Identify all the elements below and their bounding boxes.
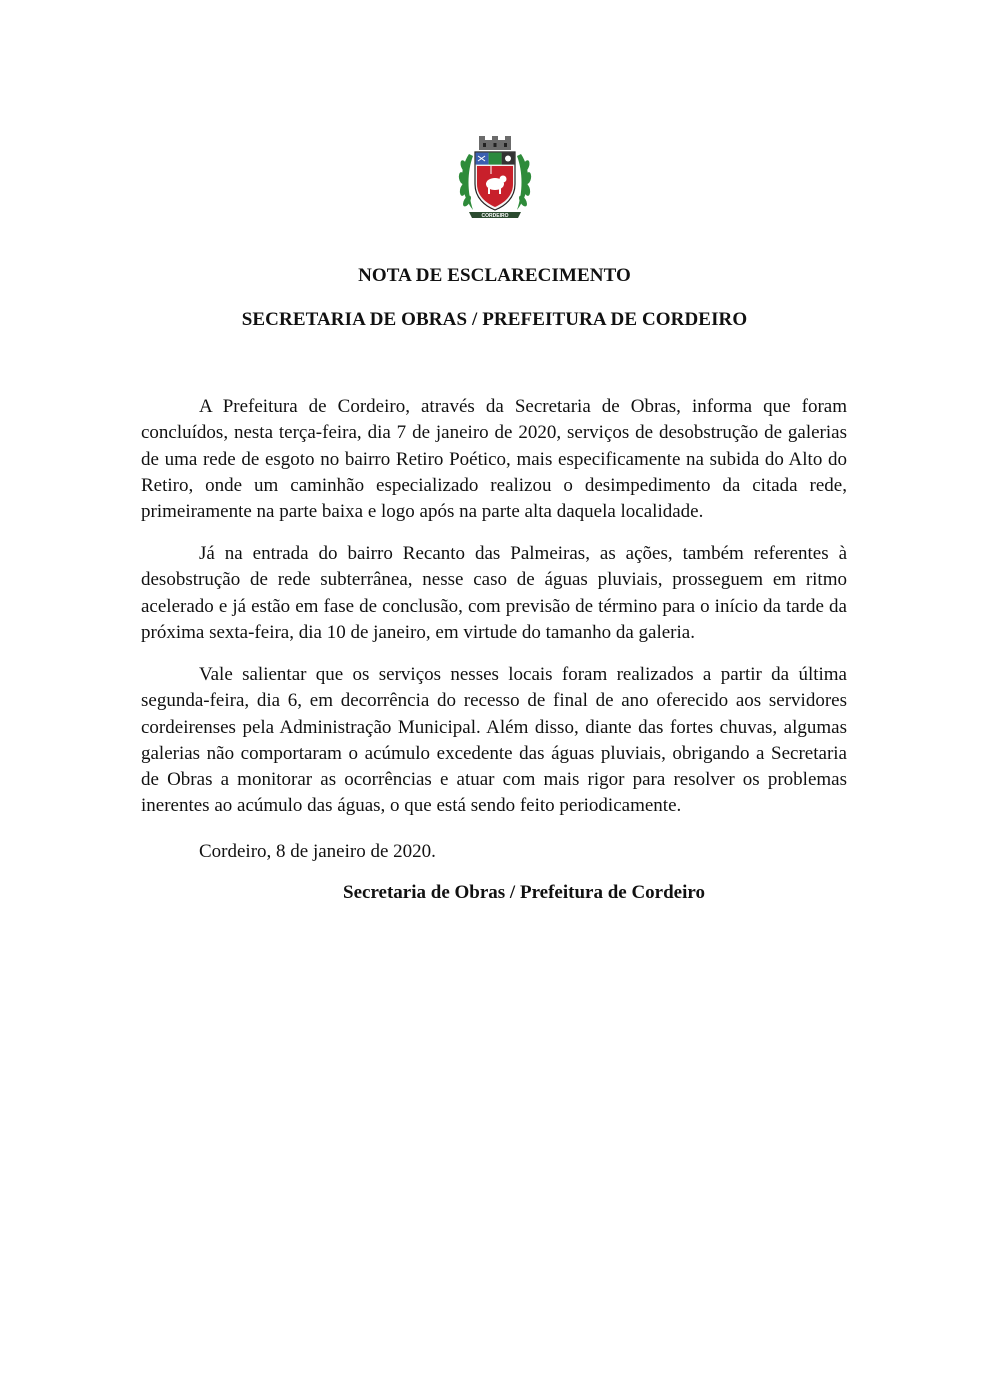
paragraph-2: Já na entrada do bairro Recanto das Palmeiras, as ações, também referentes à desobstrução de rede subterrânea, nesse caso de águas pluviais, prosseguem em ritmo acelerado e já estão em fase de conclusão, com previsão de término para o início da tarde da próxima sexta-feira, dia 10 de janeiro, em virtude do tamanho da galeria. xyxy=(141,543,847,643)
municipal-coat-of-arms-icon xyxy=(455,134,535,224)
paragraph-1: A Prefeitura de Cordeiro, através da Secretaria de Obras, informa que foram concluídos, nesta terça-feira, dia 7 de janeiro de 2020, serviços de desobstrução de galerias de uma rede de esgoto no bairro Retiro Poético, mais especificamente na subida do Alto do Retiro, onde um caminhão especializado realizou o desimpedimento da citada rede, primeiramente na parte baixa e logo após na parte alta daquela localidade. xyxy=(141,396,847,523)
paragraph-3: Vale salientar que os serviços nesses locais foram realizados a partir da última segunda-feira, dia 6, em decorrência do recesso de final de ano oferecido aos servidores cordeirenses pela Administração Municipal. Além disso, diante das fortes chuvas, algumas galerias não comportaram o acúmulo excedente das águas pluviais, obrigando a Secretaria de Obras a monitorar as ocorrências e atuar com mais rigor para resolver os problemas inerentes ao acúmulo das águas, o que está sendo feito periodicamente. xyxy=(141,664,847,817)
crest-banner-text: CORDEIRO xyxy=(481,213,509,219)
laurel-left xyxy=(458,154,473,210)
document-subtitle: SECRETARIA DE OBRAS / PREFEITURA DE CORDEIRO xyxy=(241,309,748,330)
document-title: NOTA DE ESCLARECIMENTO xyxy=(358,265,631,286)
laurel-right xyxy=(517,154,532,210)
mural-crown xyxy=(479,136,511,150)
signature: Secretaria de Obras / Prefeitura de Cordeiro xyxy=(343,882,705,903)
crest-banner xyxy=(469,212,521,219)
shield xyxy=(475,152,515,210)
date-line: Cordeiro, 8 de janeiro de 2020. xyxy=(199,841,436,862)
